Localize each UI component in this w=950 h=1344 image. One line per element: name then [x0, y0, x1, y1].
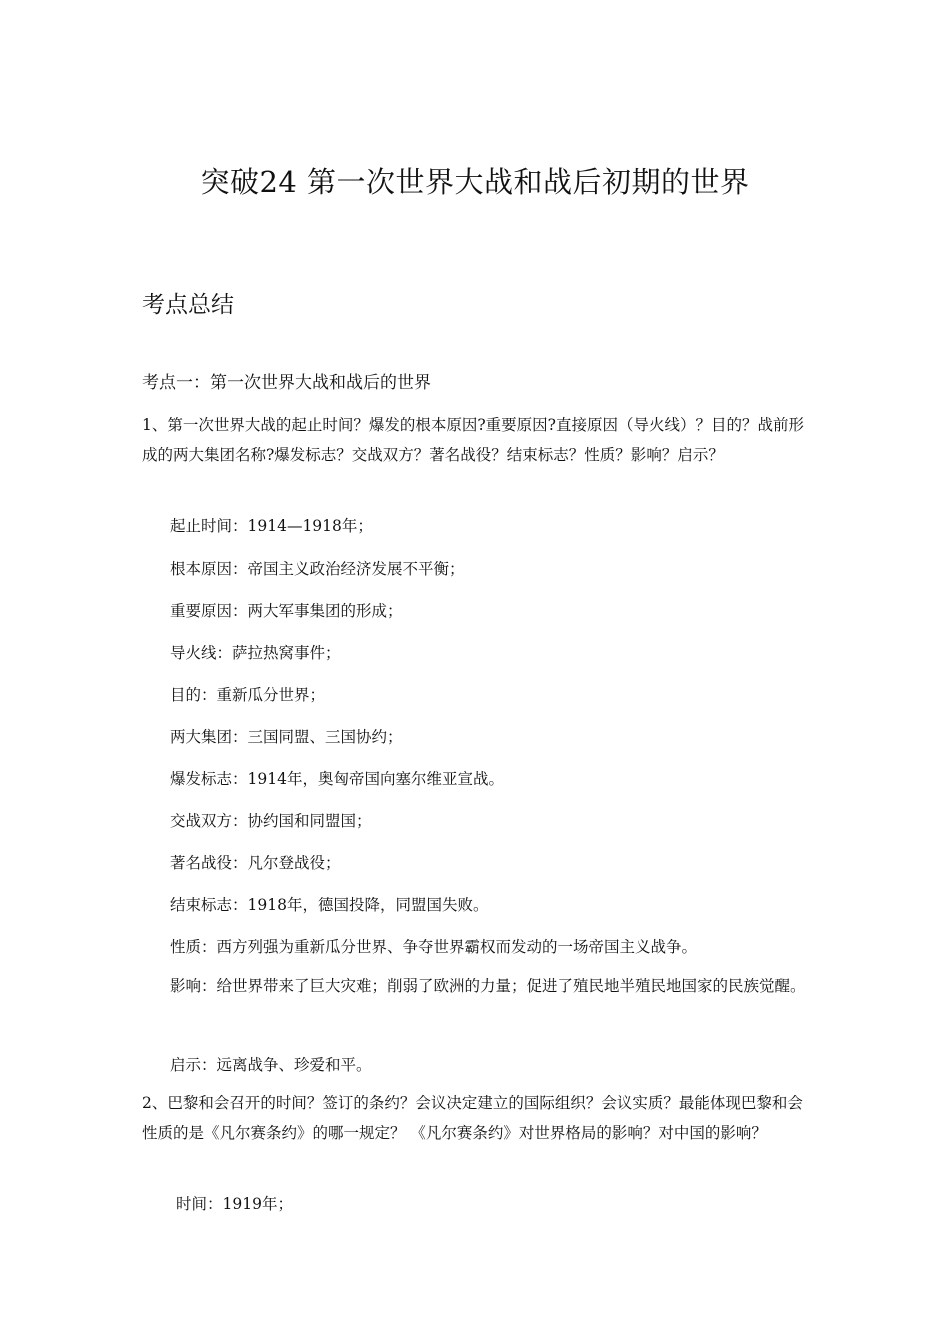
answer-lesson: 启示：远离战争、珍爱和平。: [170, 1056, 372, 1074]
answer-sides: 交战双方：协约国和同盟国；: [170, 812, 372, 830]
section-heading: 考点总结: [142, 292, 234, 318]
answer-important-cause: 重要原因：两大军事集团的形成；: [170, 602, 403, 620]
answer-purpose: 目的：重新瓜分世界；: [170, 686, 326, 704]
answer-fuse: 导火线：萨拉热窝事件；: [170, 644, 341, 662]
answer-outbreak: 爆发标志：1914年，奥匈帝国向塞尔维亚宣战。: [170, 770, 504, 788]
question-1: 1、第一次世界大战的起止时间？爆发的根本原因?重要原因?直接原因（导火线）？目的？战前形成的两大集团名称?爆发标志？交战双方？著名战役？结束标志？性质？影响？启示？: [142, 416, 804, 464]
answer-nature: 性质：西方列强为重新瓜分世界、争夺世界霸权而发动的一场帝国主义战争。: [170, 938, 698, 956]
question-2: 2、巴黎和会召开的时间？签订的条约？会议决定建立的国际组织？会议实质？最能体现巴黎和会性质的是《凡尔赛条约》的哪一规定？ 《凡尔赛条约》对世界格局的影响？对中国的影响？: [142, 1094, 803, 1142]
answer-battle: 著名战役：凡尔登战役；: [170, 854, 341, 872]
answer-time: 起止时间：1914—1918年；: [170, 517, 373, 535]
document-title: 突破24 第一次世界大战和战后初期的世界: [200, 165, 750, 199]
answer-root-cause: 根本原因：帝国主义政治经济发展不平衡；: [170, 560, 465, 578]
answer-end: 结束标志：1918年，德国投降，同盟国失败。: [170, 896, 489, 914]
subsection-heading: 考点一：第一次世界大战和战后的世界: [142, 373, 431, 393]
answer-2-time: 时间：1919年；: [176, 1195, 293, 1213]
answer-blocs: 两大集团：三国同盟、三国协约；: [170, 728, 403, 746]
answer-impact: 影响：给世界带来了巨大灾难；削弱了欧洲的力量；促进了殖民地半殖民地国家的民族觉醒。: [170, 977, 806, 995]
